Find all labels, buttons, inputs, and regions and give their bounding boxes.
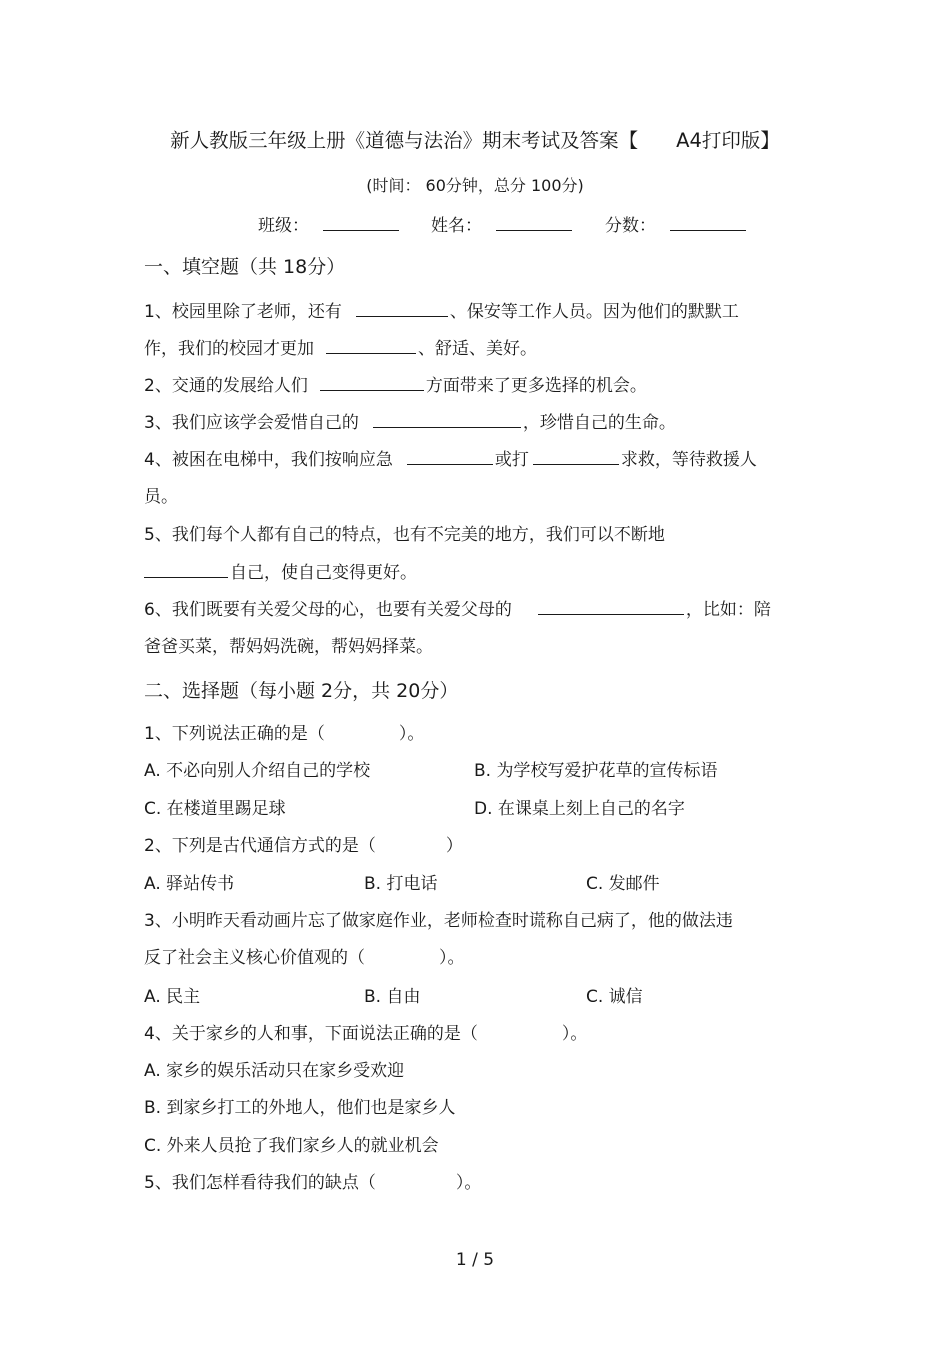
score-label: 分数：	[605, 216, 656, 236]
fill-q1-line1	[144, 300, 739, 323]
q-text: 4、被困在电梯中，我们按响应急	[144, 450, 393, 470]
answer-blank[interactable]	[320, 374, 424, 391]
choice-q3-option-c[interactable]: C. 诚信	[586, 987, 643, 1007]
section-1-heading: 一、填空题（共 18分）	[144, 256, 346, 278]
page-number: 1 / 5	[455, 1250, 495, 1270]
q-text: 作，我们的校园才更加	[144, 339, 314, 359]
choice-q4-option-a[interactable]: A. 家乡的娱乐活动只在家乡受欢迎	[144, 1061, 405, 1081]
answer-blank[interactable]	[373, 411, 521, 428]
choice-q4-option-c[interactable]: C. 外来人员抢了我们家乡人的就业机会	[144, 1136, 439, 1156]
choice-q2-option-a[interactable]: A. 驿站传书	[144, 874, 235, 894]
fill-q2	[144, 374, 647, 397]
choice-q1-option-d[interactable]: D. 在课桌上刻上自己的名字	[474, 799, 685, 819]
choice-q3-option-a[interactable]: A. 民主	[144, 987, 201, 1007]
choice-q4-stem	[144, 1023, 587, 1045]
answer-blank[interactable]	[533, 448, 619, 465]
choice-q1-option-a[interactable]: A. 不必向别人介绍自己的学校	[144, 761, 371, 781]
q-text: 2、下列是古代通信方式的是（	[144, 836, 376, 856]
section-2-heading: 二、选择题（每小题 2分，共 20分）	[144, 680, 459, 702]
class-field[interactable]	[258, 212, 399, 237]
q-text: 3、我们应该学会爱惜自己的	[144, 413, 359, 433]
q-text: 、保安等工作人员。因为他们的默默工	[449, 302, 739, 322]
q-text: ，珍惜自己的生命。	[522, 413, 676, 433]
q-text: ）。	[398, 724, 425, 744]
title-main: 新人教版三年级上册《道德与法治》期末考试及答案【	[170, 129, 639, 152]
fill-q6-line1	[144, 598, 771, 621]
name-field[interactable]	[431, 212, 572, 237]
q-text: 5、我们怎样看待我们的缺点（	[144, 1173, 376, 1193]
q-text: 1、校园里除了老师，还有	[144, 302, 342, 322]
q-text: ）	[445, 836, 463, 856]
q-text: 4、关于家乡的人和事，下面说法正确的是（	[144, 1024, 478, 1044]
fill-q4-line1	[144, 448, 757, 471]
answer-blank[interactable]	[356, 300, 448, 317]
name-blank[interactable]	[496, 212, 572, 231]
q-text: ）。	[561, 1024, 588, 1044]
choice-q2-option-b[interactable]: B. 打电话	[364, 874, 438, 894]
score-blank[interactable]	[670, 212, 746, 231]
name-label: 姓名：	[431, 216, 482, 236]
choice-q3-option-b[interactable]: B. 自由	[364, 987, 421, 1007]
choice-q3-stem-line2	[144, 947, 465, 969]
q-text: 或打	[494, 450, 529, 470]
q-text: 反了社会主义核心价值观的（	[144, 948, 365, 968]
q-text: 求救，等待救援人	[620, 450, 757, 470]
answer-blank[interactable]	[407, 448, 493, 465]
choice-q5-stem	[144, 1172, 481, 1194]
page-title	[0, 128, 950, 154]
fill-q5-line2	[144, 561, 417, 584]
fill-q3	[144, 411, 676, 434]
q-text: 6、我们既要有关爱父母的心，也要有关爱父母的	[144, 600, 512, 620]
class-blank[interactable]	[323, 212, 399, 231]
q-text: 自己，使自己变得更好。	[230, 563, 417, 583]
choice-q3-stem-line1: 3、小明昨天看动画片忘了做家庭作业，老师检查时谎称自己病了，他的做法违	[144, 911, 733, 931]
q-text: ）。	[439, 948, 465, 968]
exam-info: (时间： 60分钟，总分 100分)	[366, 176, 584, 195]
q-text: ）。	[455, 1173, 482, 1193]
fill-q4-line2: 员。	[144, 487, 178, 507]
score-field[interactable]	[605, 212, 746, 237]
class-label: 班级：	[258, 216, 309, 236]
choice-q1-stem	[144, 723, 424, 745]
choice-q1-option-b[interactable]: B. 为学校写爱护花草的宣传标语	[474, 761, 718, 781]
choice-q1-option-c[interactable]: C. 在楼道里踢足球	[144, 799, 286, 819]
q-text: ，比如：陪	[685, 600, 771, 620]
q-text: 2、交通的发展给人们	[144, 376, 308, 396]
fill-q6-line2: 爸爸买菜，帮妈妈洗碗，帮妈妈择菜。	[144, 637, 433, 657]
choice-q2-option-c[interactable]: C. 发邮件	[586, 874, 660, 894]
q-text: 、舒适、美好。	[418, 339, 537, 359]
title-tail: A4打印版】	[676, 129, 780, 152]
answer-blank[interactable]	[144, 561, 228, 578]
choice-q4-option-b[interactable]: B. 到家乡打工的外地人，他们也是家乡人	[144, 1098, 456, 1118]
fill-q5-line1: 5、我们每个人都有自己的特点，也有不完美的地方，我们可以不断地	[144, 525, 665, 545]
fill-q1-line2	[144, 337, 537, 360]
q-text: 1、下列说法正确的是（	[144, 724, 325, 744]
answer-blank[interactable]	[538, 598, 684, 615]
q-text: 方面带来了更多选择的机会。	[425, 376, 647, 396]
answer-blank[interactable]	[326, 337, 416, 354]
choice-q2-stem	[144, 835, 463, 857]
